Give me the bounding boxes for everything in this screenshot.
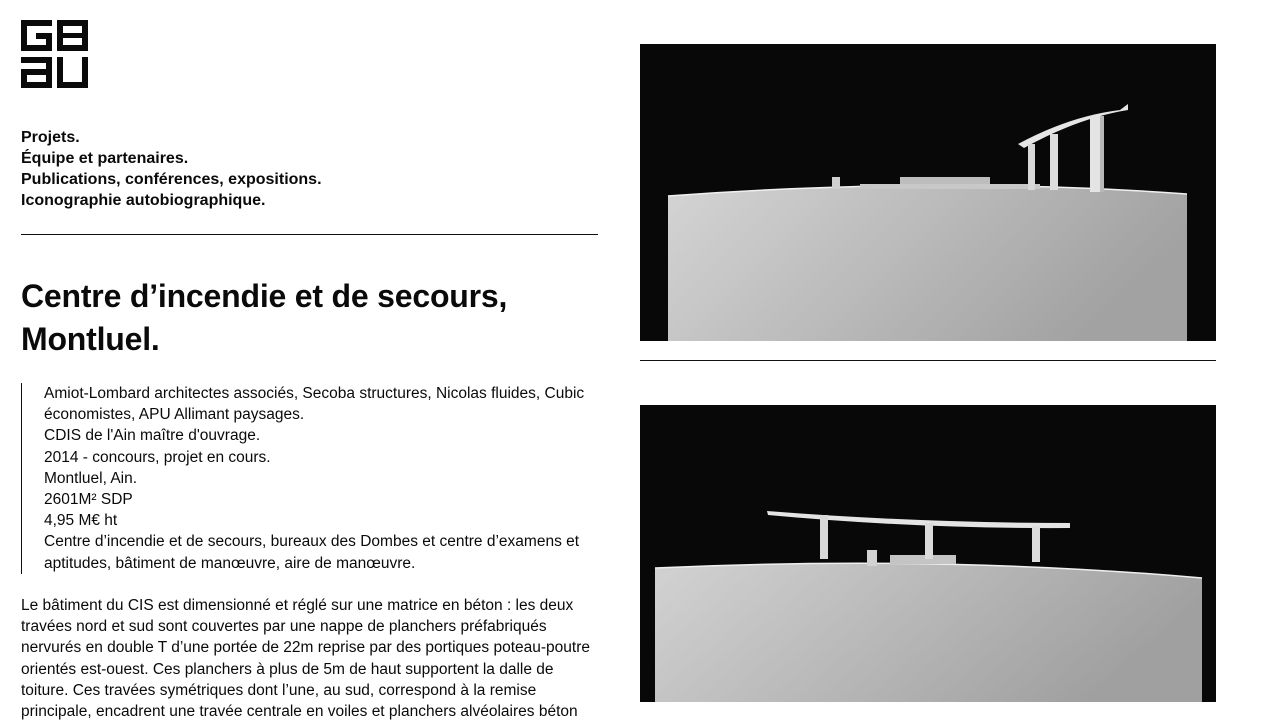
model-photo-2[interactable] [640,405,1216,702]
nav-item-publications[interactable]: Publications, conférences, expositions. [21,171,322,188]
logo-icon [21,20,88,88]
meta-program: Centre d’incendie et de secours, bureaux des Dombes et centre d’examens et aptitudes, bâtiment de manœuvre, aire de manœuvre. [44,533,580,572]
model-image-2 [640,405,1216,702]
meta-team: Amiot-Lombard architectes associés, Secoba structures, Nicolas fluides, Cubic économistes, APU Allimant paysages. [44,385,585,424]
project-meta [21,383,597,574]
meta-surface: 2601M² SDP [44,491,133,509]
nav-item-equipe[interactable]: Équipe et partenaires. [21,150,189,167]
nav-divider [21,234,598,235]
nav-item-iconographie[interactable]: Iconographie autobiographique. [21,192,266,209]
nav-item-projets[interactable]: Projets. [21,129,80,146]
project-title [21,275,598,361]
meta-client: CDIS de l'Ain maître d'ouvrage. [44,427,261,445]
project-description: Le bâtiment du CIS est dimensionné et réglé sur une matrice en béton : les deux travées nord et sud sont couvertes par une nappe de planchers préfabriqués nervurés en double T d’une portée de 22m reprise par des portiques poteau-poutre orientés est-ouest. Ces planchers à plus de 5m de haut supportent la dalle de toiture. Ces travées symétriques dont l’une, au sud, correspond à la remise principale, encadrent une travée centrale en voiles et planchers alvéolaires béton [21,597,590,721]
project-title-line-2: Montluel. [21,321,160,357]
main-nav [21,127,598,211]
model-image-1 [640,44,1216,341]
meta-status: 2014 - concours, projet en cours. [44,448,271,466]
project-title-line-1: Centre d’incendie et de secours, [21,278,508,314]
gbau-logo[interactable] [21,20,88,88]
image-divider [640,360,1216,361]
meta-budget: 4,95 M€ ht [44,512,118,530]
meta-location: Montluel, Ain. [44,469,138,487]
model-photo-1[interactable] [640,44,1216,341]
